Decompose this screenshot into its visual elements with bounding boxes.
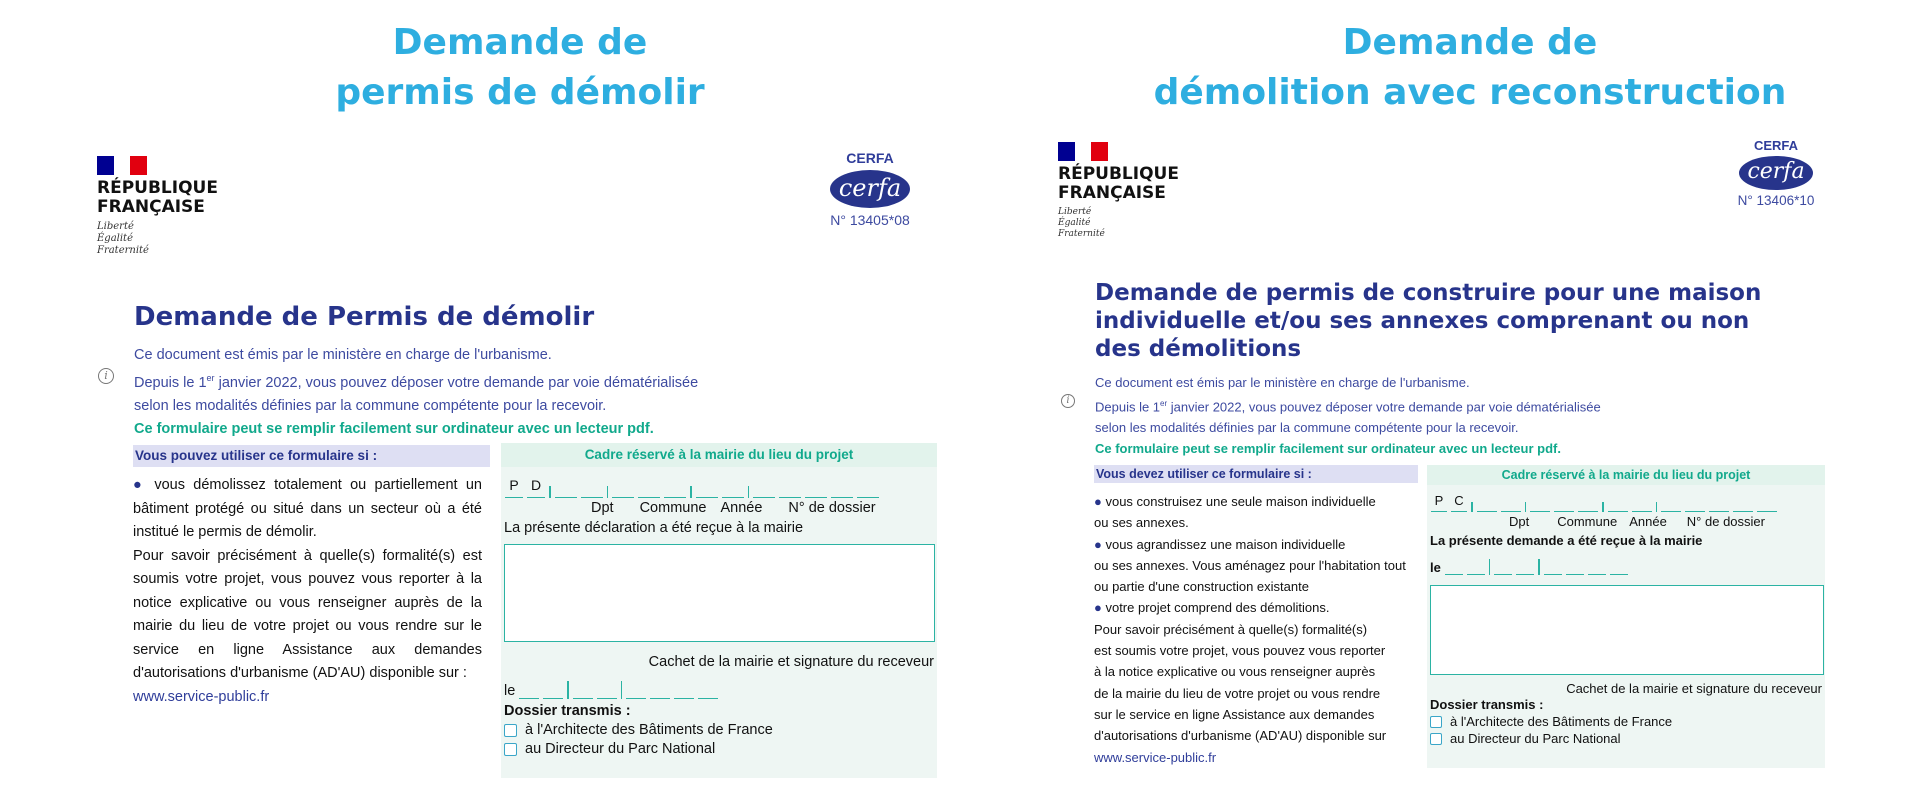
date-cell[interactable]	[1588, 556, 1606, 575]
republique-name: RÉPUBLIQUE FRANÇAISE	[1058, 164, 1179, 203]
left-intro: Ce document est émis par le ministère en charge de l'urbanisme. Depuis le 1er janvier 2022, vous pouvez déposer votre demande par voie dématérialisée selon les modalités définies par la commune compétente pour la recevoir. Ce formulaire peut se remplir facilement sur ordinateur avec un lecteur pdf.	[134, 347, 699, 437]
left-cadre-mairie	[501, 443, 937, 778]
checkbox-icon[interactable]	[504, 724, 517, 737]
info-icon: i	[98, 368, 114, 384]
date-cell[interactable]	[626, 678, 646, 699]
cerfa-number: N° 13405*08	[830, 212, 910, 228]
input-cell[interactable]	[638, 477, 660, 498]
date-cell[interactable]	[1494, 556, 1512, 575]
input-cell[interactable]	[1757, 493, 1777, 512]
input-cell[interactable]	[696, 477, 718, 498]
input-cell[interactable]	[753, 477, 775, 498]
input-cell[interactable]	[1501, 493, 1521, 512]
date-cell[interactable]	[543, 678, 563, 699]
input-cell[interactable]	[831, 477, 853, 498]
input-cell[interactable]	[612, 477, 634, 498]
code-cell: C	[1451, 493, 1467, 512]
input-cell[interactable]	[1530, 493, 1550, 512]
checkbox-abf[interactable]: à l'Architecte des Bâtiments de France	[504, 722, 937, 738]
right-heading-line2: démolition avec reconstruction	[1153, 72, 1787, 113]
left-heading	[220, 18, 820, 118]
date-cells: le	[504, 678, 937, 699]
stamp-caption: Cachet de la mairie et signature du receveur	[1566, 681, 1822, 696]
dossier-transmis-label: Dossier transmis :	[504, 703, 631, 719]
code-cell: P	[1431, 493, 1447, 512]
french-flag-icon	[1058, 142, 1108, 161]
date-cell[interactable]	[519, 678, 539, 699]
cerfa-oval-icon: cerfa	[1739, 156, 1813, 190]
date-cell[interactable]	[1566, 556, 1584, 575]
bullet-icon: ●	[1094, 494, 1106, 509]
republique-motto: Liberté Égalité Fraternité	[1058, 207, 1105, 239]
date-cell[interactable]	[1445, 556, 1463, 575]
input-cell[interactable]	[664, 477, 686, 498]
left-republique-logo	[97, 156, 218, 257]
input-cell[interactable]	[1632, 493, 1652, 512]
bullet-icon: ●	[1094, 536, 1106, 552]
input-cell[interactable]	[1709, 493, 1729, 512]
stamp-area[interactable]	[504, 544, 935, 642]
checkbox-abf[interactable]: à l'Architecte des Bâtiments de France	[1430, 714, 1825, 729]
date-cell[interactable]	[698, 678, 718, 699]
input-cell[interactable]	[1733, 493, 1753, 512]
input-cell[interactable]	[779, 477, 801, 498]
stamp-area[interactable]	[1430, 585, 1824, 675]
checkbox-parc-national[interactable]: au Directeur du Parc National	[504, 741, 937, 757]
bullet-icon: ●	[1094, 600, 1106, 616]
input-cell[interactable]	[1477, 493, 1497, 512]
input-cell[interactable]	[1661, 493, 1681, 512]
right-heading	[1045, 18, 1895, 118]
dossier-number-cells	[505, 477, 937, 498]
input-cell[interactable]	[1554, 493, 1574, 512]
input-cell[interactable]	[1608, 493, 1628, 512]
info-icon: i	[1061, 394, 1075, 408]
stamp-caption: Cachet de la mairie et signature du receveur	[648, 654, 934, 670]
french-flag-icon	[97, 156, 147, 175]
date-cell[interactable]	[1467, 556, 1485, 575]
code-cell: D	[527, 477, 545, 498]
left-cerfa-logo	[820, 150, 920, 228]
date-cell[interactable]	[1610, 556, 1628, 575]
service-public-link[interactable]: www.service-public.fr	[133, 688, 270, 705]
left-use-title: Vous pouvez utiliser ce formulaire si :	[133, 445, 490, 467]
received-text: La présente demande a été reçue à la mairie	[1430, 533, 1703, 548]
dossier-transmis-label: Dossier transmis :	[1430, 697, 1544, 712]
date-cell[interactable]	[597, 678, 617, 699]
left-doc-title: Demande de Permis de démolir	[134, 302, 595, 332]
republique-motto: Liberté Égalité Fraternité	[97, 221, 149, 256]
input-cell[interactable]	[857, 477, 879, 498]
cerfa-number: N° 13406*10	[1737, 193, 1815, 208]
checkbox-icon[interactable]	[1430, 716, 1442, 728]
checkbox-parc-national[interactable]: au Directeur du Parc National	[1430, 731, 1825, 746]
right-use-body: ● vous construisez une seule maison individuelle ou ses annexes. ● vous agrandissez une maison individuelle ou ses annexes. Vous aménagez pour l'habitation tout ou partie d'une construction existante ● votre projet comprend des démolitions. Pour savoir précisément à quelle(s) formalité(s) est soumis votre projet, vous pouvez vous reporter à la notice explicative ou vous renseigner auprès de la mairie du lieu de votre projet ou vous rendre sur le service en ligne Assistance aux demandes d'autorisations d'urbanisme (AD'AU) disponible sur www.service-public.fr	[1094, 494, 1406, 765]
republique-name: RÉPUBLIQUE FRANÇAISE	[97, 178, 218, 217]
right-cadre-mairie	[1427, 465, 1825, 768]
cerfa-oval-icon: cerfa	[830, 170, 910, 208]
segment-labels: Dpt Commune Année N° de dossier	[1509, 514, 1765, 529]
dossier-number-cells	[1431, 493, 1825, 512]
right-use-title: Vous devez utiliser ce formulaire si :	[1094, 465, 1418, 483]
date-cell[interactable]	[1516, 556, 1534, 575]
cadre-title: Cadre réservé à la mairie du lieu du projet	[1427, 465, 1825, 485]
cadre-title: Cadre réservé à la mairie du lieu du projet	[501, 443, 937, 467]
checkbox-icon[interactable]	[504, 743, 517, 756]
date-cell[interactable]	[1544, 556, 1562, 575]
service-public-link[interactable]: www.service-public.fr	[1094, 749, 1217, 765]
right-cerfa-logo	[1726, 138, 1826, 208]
date-cell[interactable]	[674, 678, 694, 699]
cerfa-label: CERFA	[1753, 138, 1799, 153]
checkbox-icon[interactable]	[1430, 733, 1442, 745]
date-cells: le	[1430, 556, 1825, 575]
input-cell[interactable]	[581, 477, 603, 498]
input-cell[interactable]	[555, 477, 577, 498]
right-doc-title: Demande de permis de construire pour une maison individuelle et/ou ses annexes comprenant ou non des démolitions	[1095, 280, 1762, 362]
left-heading-line2: permis de démolir	[335, 72, 705, 113]
left-use-body: ● vous démolissez totalement ou partiellement un bâtiment protégé ou situé dans un secteur où a été institué le permis de démolir. Pour savoir précisément à quelle(s) formalité(s) est soumis votre projet, vous pouvez vous reporter à la notice explicative ou vous renseigner auprès de la mairie du lieu de votre projet ou vous rendre sur le service en ligne Assistance aux demandes d'autorisations d'urbanisme (AD'AU) disponible sur : www.service-public.fr	[133, 477, 482, 705]
segment-labels: Dpt Commune Année N° de dossier	[591, 500, 876, 516]
input-cell[interactable]	[1685, 493, 1705, 512]
input-cell[interactable]	[805, 477, 827, 498]
code-cell: P	[505, 477, 523, 498]
cerfa-label: CERFA	[846, 150, 894, 166]
left-heading-line1: Demande de	[392, 22, 648, 63]
bullet-icon: ●	[133, 477, 155, 493]
input-cell[interactable]	[1578, 493, 1598, 512]
right-heading-line1: Demande de	[1342, 22, 1598, 63]
right-republique-logo	[1058, 142, 1179, 240]
received-text: La présente déclaration a été reçue à la mairie	[504, 520, 804, 536]
date-cell[interactable]	[650, 678, 670, 699]
input-cell[interactable]	[722, 477, 744, 498]
date-cell[interactable]	[573, 678, 593, 699]
right-intro: Ce document est émis par le ministère en charge de l'urbanisme. Depuis le 1er janvier 2022, vous pouvez déposer votre demande par voie dématérialisée selon les modalités définies par la commune compétente pour la recevoir. Ce formulaire peut se remplir facilement sur ordinateur avec un lecteur pdf.	[1095, 375, 1601, 457]
